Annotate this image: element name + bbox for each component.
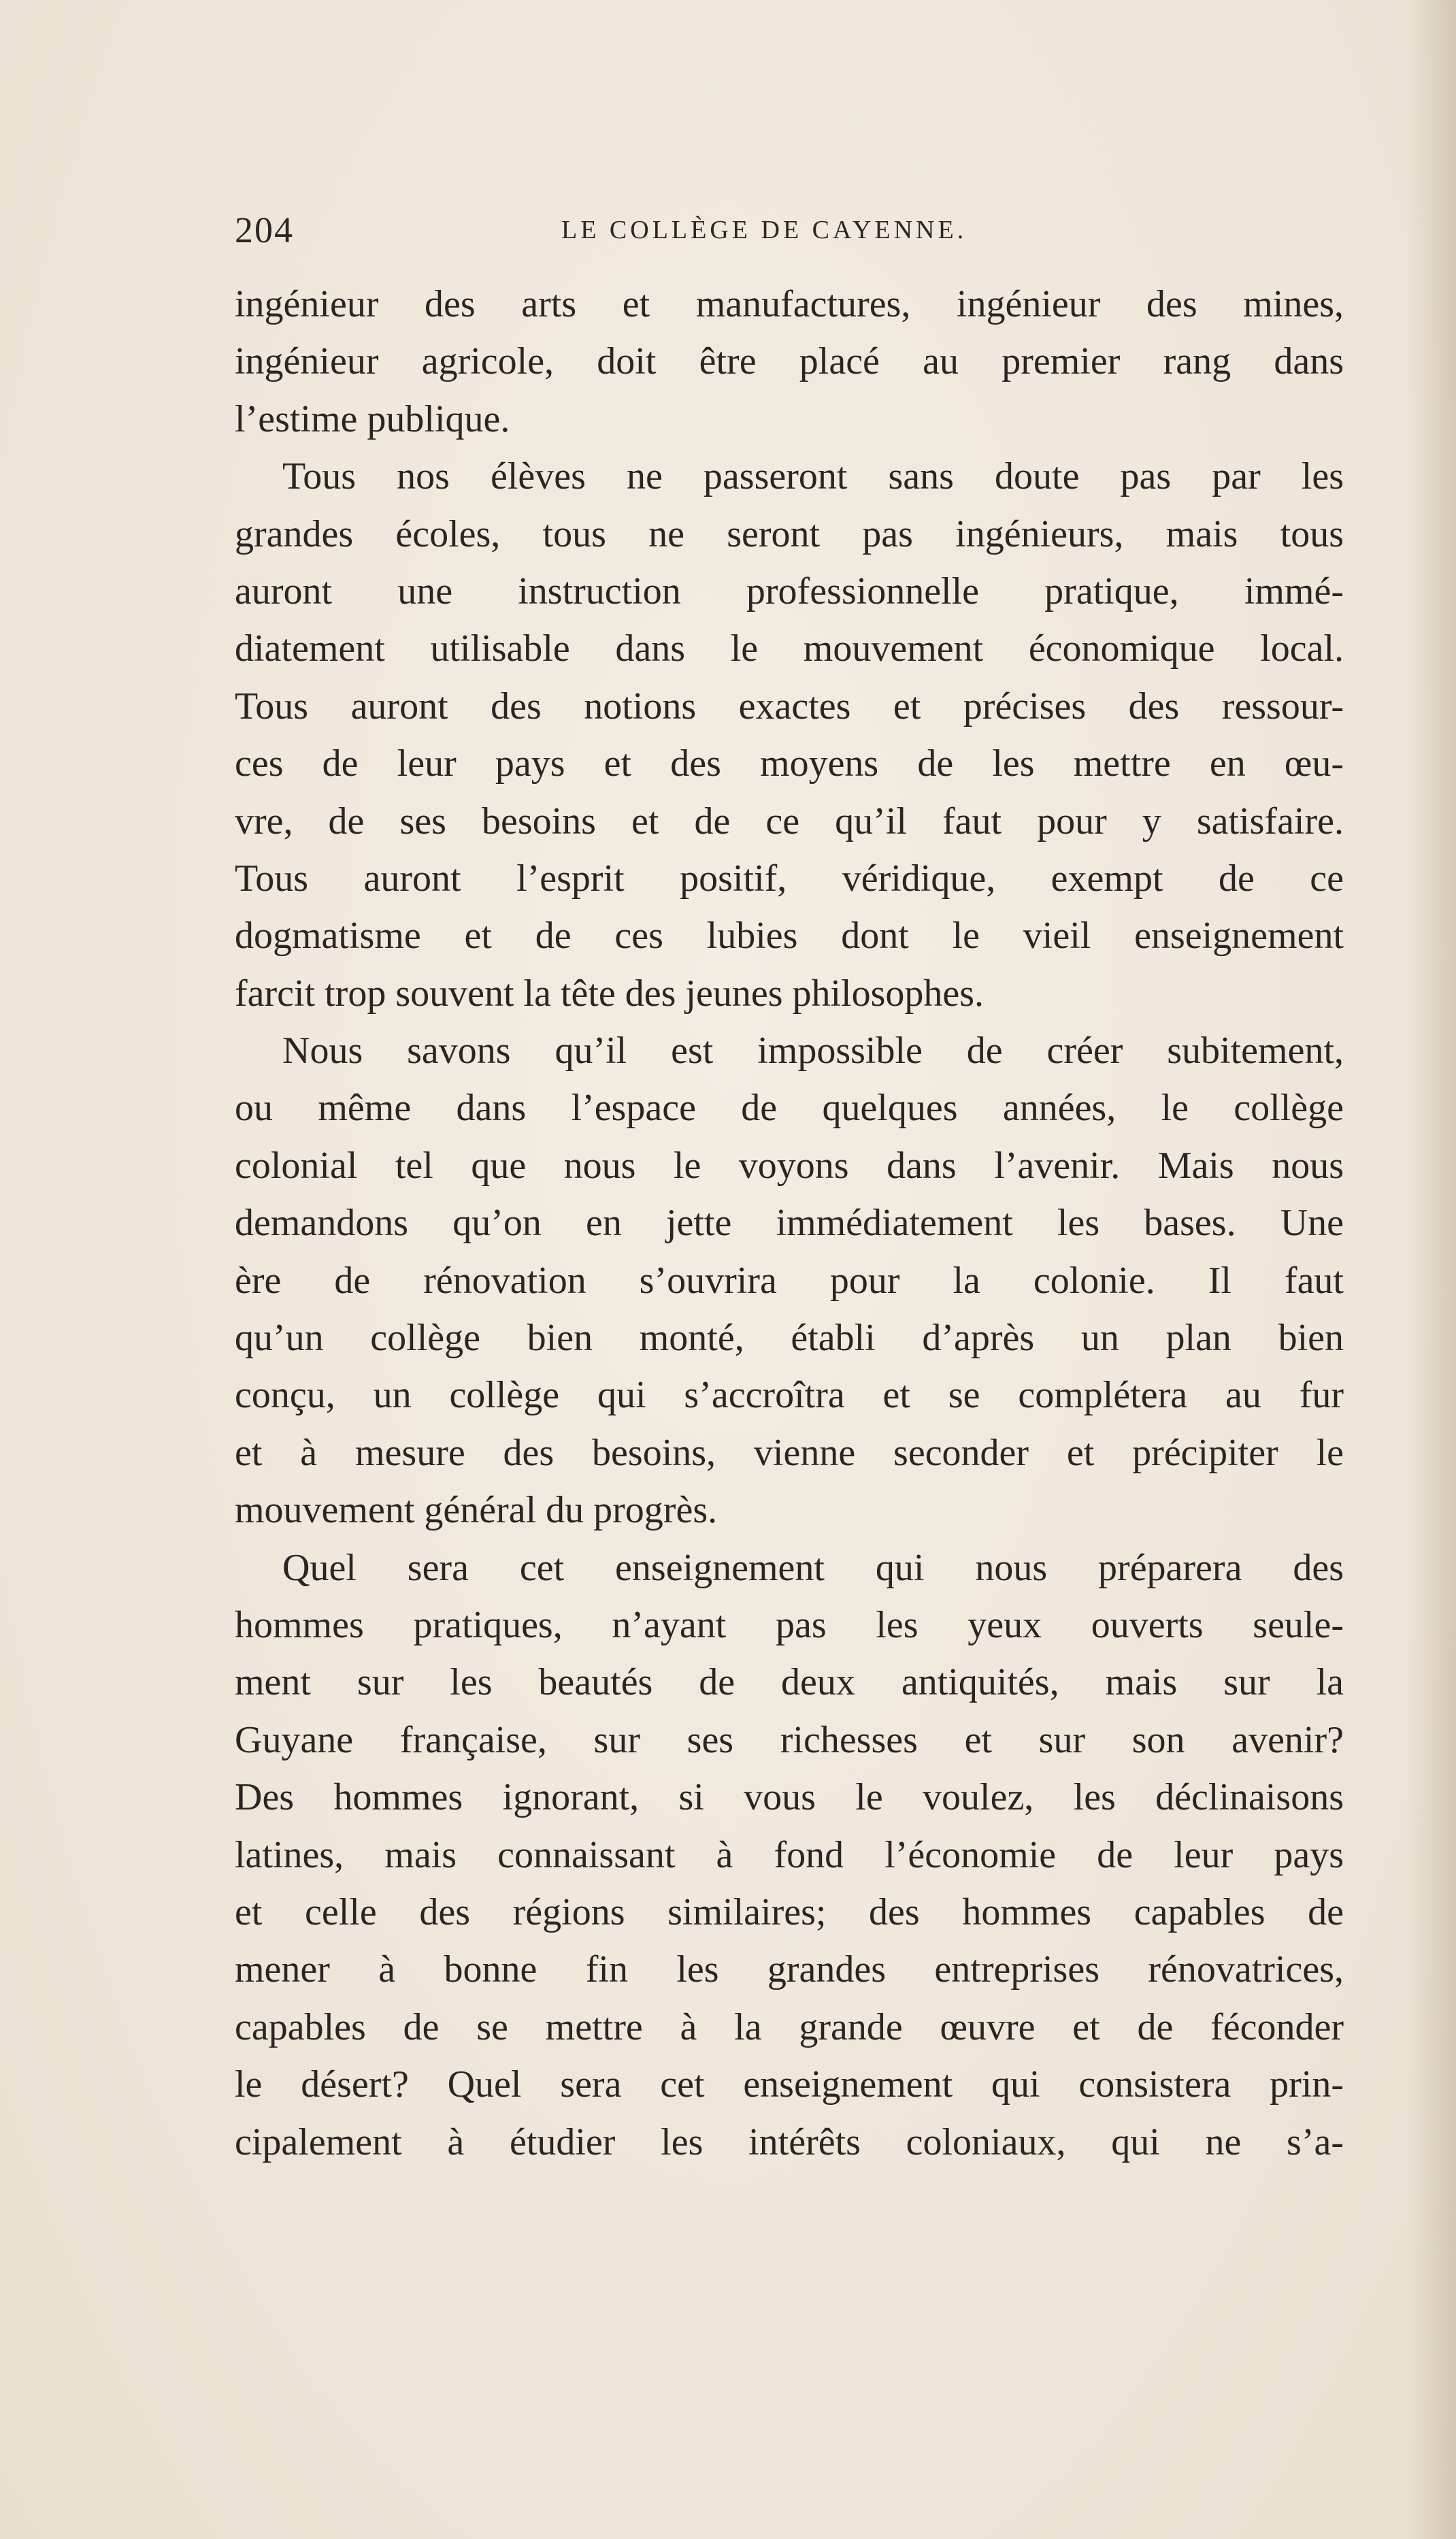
paragraph-start-line: Tous nos élèves ne passeront sans doute pas par les (282, 455, 1344, 498)
text-line: et celle des régions similaires; des hommes capables de (235, 1890, 1344, 1933)
text-line: capables de se mettre à la grande œuvre et de féconder (235, 2005, 1344, 2048)
text-line: auront une instruction professionnelle pratique, immé- (235, 570, 1344, 612)
running-head: LE COLLÈGE DE CAYENNE. (561, 216, 967, 244)
text-line: et à mesure des besoins, vienne seconder et précipiter le (235, 1431, 1344, 1474)
text-line: Des hommes ignorant, si vous le voulez, les déclinaisons (235, 1776, 1344, 1819)
body-text (235, 276, 1344, 2171)
paragraph-start-line: Nous savons qu’il est impossible de créer subitement, (282, 1030, 1344, 1072)
text-line: ou même dans l’espace de quelques années, le collège (235, 1087, 1344, 1130)
text-line: colonial tel que nous le voyons dans l’avenir. Mais nous (235, 1144, 1344, 1187)
text-line: mener à bonne fin les grandes entreprises rénovatrices, (235, 1948, 1344, 1991)
text-line: Tous auront l’esprit positif, véridique, exempt de ce (235, 857, 1344, 900)
text-line: mouvement général du progrès. (235, 1489, 718, 1532)
text-line: ces de leur pays et des moyens de les mettre en œu- (235, 742, 1344, 785)
text-line: conçu, un collège qui s’accroîtra et se complétera au fur (235, 1374, 1344, 1417)
text-line: qu’un collège bien monté, établi d’après un plan bien (235, 1317, 1344, 1360)
text-line: farcit trop souvent la tête des jeunes philosophes. (235, 972, 985, 1015)
text-line: vre, de ses besoins et de ce qu’il faut pour y satisfaire. (235, 800, 1344, 842)
page-number: 204 (235, 210, 294, 250)
page-header (235, 203, 1344, 257)
text-line: dogmatisme et de ces lubies dont le vieil enseignement (235, 915, 1344, 957)
text-line: diatement utilisable dans le mouvement économique local. (235, 627, 1344, 670)
text-line: ingénieur des arts et manufactures, ingénieur des mines, (235, 283, 1344, 325)
text-line: le désert? Quel sera cet enseignement qui consistera prin- (235, 2063, 1344, 2106)
page-edge-shadow (1408, 0, 1456, 2539)
text-line: ment sur les beautés de deux antiquités, mais sur la (235, 1661, 1344, 1704)
text-line: l’estime publique. (235, 397, 510, 440)
paragraph-start-line: Quel sera cet enseignement qui nous préparera des (282, 1546, 1344, 1589)
text-line: grandes écoles, tous ne seront pas ingénieurs, mais tous (235, 512, 1344, 555)
text-line: demandons qu’on en jette immédiatement les bases. Une (235, 1202, 1344, 1245)
text-line: cipalement à étudier les intérêts coloniaux, qui ne s’a- (235, 2120, 1344, 2163)
text-line: Tous auront des notions exactes et précises des ressour- (235, 685, 1344, 727)
text-line: Guyane française, sur ses richesses et sur son avenir? (235, 1718, 1344, 1761)
text-line: hommes pratiques, n’ayant pas les yeux ouverts seule- (235, 1603, 1344, 1646)
text-line: latines, mais connaissant à fond l’économie de leur pays (235, 1833, 1344, 1876)
text-line: ingénieur agricole, doit être placé au premier rang dans (235, 340, 1344, 383)
text-line: ère de rénovation s’ouvrira pour la colonie. Il faut (235, 1259, 1344, 1302)
